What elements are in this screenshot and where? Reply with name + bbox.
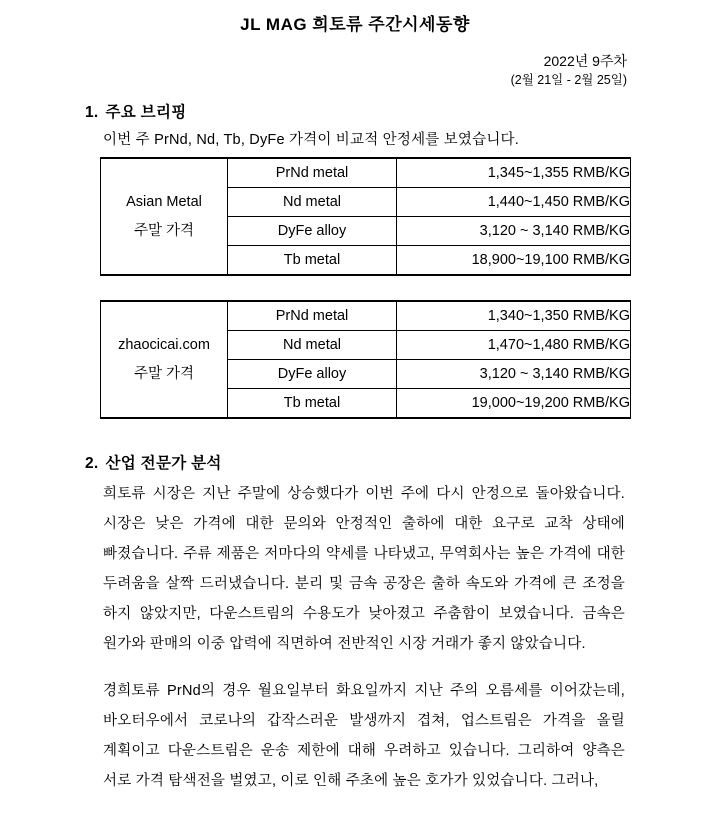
item-name-cell: Tb metal — [228, 246, 397, 276]
section-2-heading — [85, 454, 710, 474]
item-price-cell: 1,340~1,350 RMB/KG — [397, 301, 631, 331]
item-name-cell: Tb metal — [228, 389, 397, 419]
source-name: zhaocicai.com — [118, 336, 210, 353]
zhaocicai-price-table — [100, 300, 631, 419]
analysis-paragraph-1: 희토류 시장은 지난 주말에 상승했다가 이번 주에 다시 안정으로 돌아왔습니다. 시장은 낮은 가격에 대한 문의와 안정적인 출하에 대한 요구로 교착 상태에 빠졌습니다. 주류 제품은 저마다의 약세를 나타냈고, 무역회사는 높은 가격에 대한 두려움을 살짝 드러냈습니다. 분리 및 금속 공장은 출하 속도와 가격에 큰 조정을 하지 않았지만, 다운스트림의 수용도가 낮아졌고 주춤함이 보였습니다. 금속은 원가와 판매의 이중 압력에 직면하여 전반적인 시장 거래가 좋지 않았습니다. — [103, 486, 625, 652]
section-2-number: 2. — [85, 455, 99, 472]
table-row — [101, 301, 631, 331]
item-name-cell: DyFe alloy — [228, 360, 397, 389]
item-price-cell: 1,345~1,355 RMB/KG — [397, 158, 631, 188]
analysis-paragraph-2: 경희토류 PrNd의 경우 월요일부터 화요일까지 지난 주의 오름세를 이어갔는데, 바오터우에서 코로나의 갑작스러운 발생까지 겹쳐, 업스트림은 가격을 올릴 계획이고 다운스트림은 운송 제한에 대해 우려하고 있습니다. 그리하여 양측은 서로 가격 탐색전을 벌였고, 이로 인해 주초에 높은 호가가 있었습니다. 그러나, — [103, 683, 625, 789]
source-name: Asian Metal — [126, 193, 202, 210]
analysis-section — [0, 454, 710, 796]
section-1-heading — [85, 103, 710, 123]
table-row — [101, 158, 631, 188]
page-title: JL MAG 희토류 주간시세동향 — [240, 15, 470, 34]
item-price-cell: 1,470~1,480 RMB/KG — [397, 331, 631, 360]
item-price-cell: 3,120 ~ 3,140 RMB/KG — [397, 217, 631, 246]
date-range-label: (2월 21일 - 2월 25일) — [510, 73, 627, 87]
item-price-cell: 18,900~19,100 RMB/KG — [397, 246, 631, 276]
item-name-cell: PrNd metal — [228, 301, 397, 331]
item-name-cell: Nd metal — [228, 331, 397, 360]
item-price-cell: 1,440~1,450 RMB/KG — [397, 188, 631, 217]
week-label: 2022년 9주차 — [543, 53, 627, 69]
table-source-cell — [101, 301, 228, 418]
briefing-intro: 이번 주 PrNd, Nd, Tb, DyFe 가격이 비교적 안정세를 보였습니다. — [103, 132, 519, 148]
briefing-section — [0, 103, 710, 419]
table-source-cell — [101, 158, 228, 275]
section-1-number: 1. — [85, 104, 99, 121]
item-price-cell: 19,000~19,200 RMB/KG — [397, 389, 631, 419]
source-price-type: 주말 가격 — [133, 365, 195, 382]
report-meta — [0, 53, 627, 88]
source-price-type: 주말 가격 — [133, 222, 195, 239]
item-name-cell: Nd metal — [228, 188, 397, 217]
item-name-cell: PrNd metal — [228, 158, 397, 188]
item-price-cell: 3,120 ~ 3,140 RMB/KG — [397, 360, 631, 389]
section-1-title: 주요 브리핑 — [105, 104, 187, 121]
section-2-title: 산업 전문가 분석 — [105, 455, 222, 472]
asian-metal-price-table — [100, 157, 631, 276]
item-name-cell: DyFe alloy — [228, 217, 397, 246]
